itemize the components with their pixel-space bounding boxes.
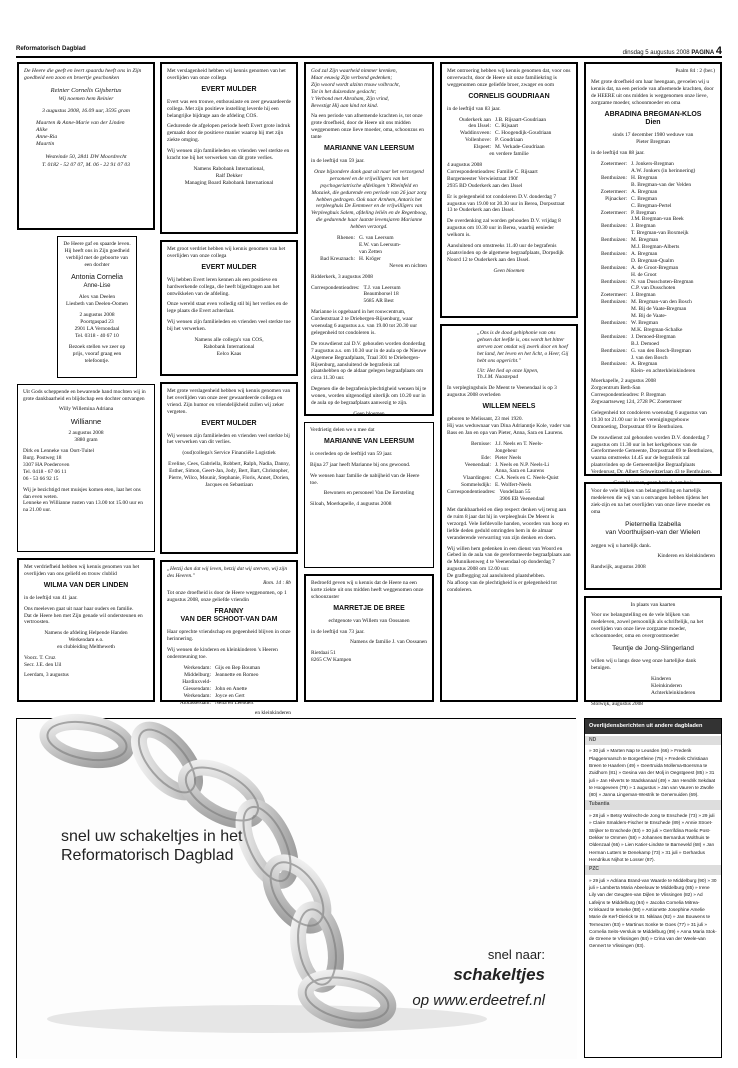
deceased-name: MARIANNE VAN LEERSUM xyxy=(323,145,415,153)
family-extra: en verdere familie xyxy=(489,151,529,158)
family-names: G. van Leersum E.W. van Leersum- van Zetten xyxy=(359,235,401,255)
body-text: Wij wensen de kinderen en kleinkinderen 's Heeren ondersteuning toe. xyxy=(167,647,278,661)
body-text: We wensen haar familie de nabijheid van de Heere toe. xyxy=(310,472,420,486)
family-names: A. Bregman D. Bregman-Qualm xyxy=(631,250,674,264)
family-row xyxy=(591,237,715,251)
family-row xyxy=(591,334,715,348)
age: in de leeftijd van 83 jaar. xyxy=(447,105,501,112)
body-text: Met dankbaarheid en diep respect denken wij terug aan de ruim 8 jaar dat hij in verpleeghuis De Meent is verzorgd. Vele liefdevolle handen, woorden van hoop en liefde deden geduld omringden hem in de almaar veranderende verwarring van zijn denken en doen. xyxy=(447,506,569,541)
intro-text: Na een periode van afnemende krachten is, tot onze grote droefheid, door de Heere uit ons midden weggenomen onze lieve moeder, oma, schoonzus en tante xyxy=(311,113,424,141)
family-place: Rhenen: xyxy=(337,235,355,242)
family-names: H. Kröger xyxy=(359,255,381,262)
family-row xyxy=(447,117,571,131)
body-text: De overdenking zal worden gehouden D.V. vrijdag 8 augustus om 10.30 uur in Berea, waarbij eenieder welkom is. xyxy=(447,218,561,239)
obituary-marianne-family xyxy=(304,62,434,416)
deceased-name: WILMA VAN DER LINDEN xyxy=(43,581,129,589)
birth-announcement-willianne xyxy=(17,384,155,552)
psalm-reference: Psalm 84 : 2 (ber.) xyxy=(675,68,715,74)
family-place: Bad Kreuznach: xyxy=(320,255,355,262)
family-names: John en Anette xyxy=(215,685,248,692)
visit-note: Bezoek stellen we zeer op prijs, vooraf graag een telefoontje. xyxy=(68,343,126,364)
body-text: Gedurende de afgelopen periode heeft Evert grote indruk gemaakt door de positieve manier waarop hij met zijn ziekte omging. xyxy=(167,123,291,144)
correspondence: Zorgcentrum Beth-San Correspondentieadres: P. Bregman Zegwaartseweg 124, 2728 PC Zoetermeer xyxy=(591,385,682,405)
signature: Kinderen en kleinkinderen xyxy=(657,553,715,560)
family-names: J. Bregman xyxy=(631,292,656,299)
obituary-cornelis xyxy=(440,62,578,318)
family-row xyxy=(311,256,427,263)
promo-cta-keyword: schakeltjes xyxy=(453,964,545,984)
full-name: Willy Willemina Adriana xyxy=(58,405,114,412)
family-names: W. Bregman M.K. Bregman-Schalke xyxy=(631,320,683,333)
family-place: Zoetermeer: xyxy=(600,292,627,299)
obituary-abradina xyxy=(584,62,722,487)
family-place: Benthuizen: xyxy=(600,299,627,306)
footer-text: Geen bloemen xyxy=(493,267,525,274)
body-text: Evert was een trouwe, enthousiaste en zeer gewaardeerde collega. Met zijn positieve instelling leverde hij een belangrijke bijdrage aan de afdeling COS. xyxy=(167,98,291,119)
footer-text: Geen bloemen, geen bezoek aan huis xyxy=(613,480,693,487)
signers: Voorz. T. Cruz Secr. J.E. den Uil xyxy=(24,655,62,669)
deceased-name: Pieternella Izabella van Voorthuijsen-van der Wielen xyxy=(605,520,701,537)
family-row xyxy=(447,462,571,476)
body-text: (oud)collega's Service Financiële Logistiek xyxy=(182,450,276,457)
footer-text: en kleinkinderen xyxy=(254,709,291,716)
family-row xyxy=(591,320,715,334)
intro-text: Met grote droefheid om haar heengaan, gevoelen wij u kennis dat, na een periode van afnemende krachten, door de HEERE uit ons midden is weggenomen onze lieve, zorgzame moeder, schoonmoeder en oma xyxy=(591,78,714,106)
family-names: J. Bregman T. Bregman-van Boxmeijk xyxy=(631,223,689,237)
family-row xyxy=(591,299,715,320)
address: Rietdaai 51 8265 CW Kampen xyxy=(311,650,352,664)
deceased-name: EVERT MULDER xyxy=(201,419,257,427)
family-row xyxy=(591,161,715,175)
sidebar-section-text: » 30 juli » Marten Nap te Leusden (66) » Frederik Plaggenmarsch te Borgertfeine (75) » Frederik Christiaan Breen te Haarlem (49) » Geertruida Mollema-Boersma te Zuidhorn (81) » Gesina van der Molj in Oegstgeest (85) » 31 juli » Jan Hilverts te Stadskanaal (49) » Jan Hendrik Sekdaat te Hoogeveen (79) » 1 augustus » Jan van Vauren te Zwolle (80) » Janna Lingeman-Westrik te Genemuiden (69). xyxy=(589,748,716,798)
family-place: Benthuizen: xyxy=(600,264,627,271)
family-names: A. de Groot-Bregman H. de Groot xyxy=(631,264,679,278)
family-names: C. Hoogendijk-Goudriaan xyxy=(495,130,552,137)
family-place: Benthuizen: xyxy=(600,333,627,340)
place-date: Leerdam, 3 augustus xyxy=(24,671,69,678)
place-date: Moerkapelle, 2 augustus 2008 xyxy=(591,378,656,385)
family-place: Elspeet: xyxy=(473,144,491,151)
signature: Namens alle collega's van COS, Rabobank International Eelco Kaas xyxy=(194,337,264,357)
thanks-text: Onze bijzondere dank gaat uit naar het verzorgend personeel en de vrijwilligers van het psychogeriatrische afdelingen 't Rheinfeld en Mozaiek, die gedurende een periode van 26 jaar zorg hebben gedragen. Ook naar Arnhem, Antaris het verpleeghuis De Eemmeer en de vrijwilligers van Verpleeghuis Salem, afdeling leliën en de Regenboog, die gedurende haar laatste levensjaren Marianne hebben verzorgd. xyxy=(311,168,427,231)
family-place: Vlaardingen: xyxy=(462,475,491,482)
family-row xyxy=(311,235,427,256)
body-text: geboren te Melissant, 23 mei 1920. Hij was weduwnaar van Dina Adrianntje Kole, vader van Bass en Jan en opa van Pieter, Anna, Sara en Laurens. xyxy=(447,416,571,436)
place-date: Stolwijk, augustus 2008 xyxy=(591,700,643,707)
intro-text: In verplegingshuis De Meent te Veenendaal is op 3 augustus 2008 overleden xyxy=(447,385,557,399)
intro-text: Verdrietig delen we u mee dat xyxy=(310,427,375,433)
bible-reference: Rom. 14 : 8b xyxy=(263,579,291,586)
family-row xyxy=(591,251,715,265)
body-text: Wij wensen zijn familieleden en vrienden veel sterkte en kracht toe bij het verwerken van dit grote verlies. xyxy=(167,148,290,162)
family-names: E. Wolfert-Neels xyxy=(495,482,532,489)
family-place: Giessendam: xyxy=(183,685,211,692)
family-names: Joyce en Gert xyxy=(215,692,245,699)
child-name: Willianne xyxy=(70,416,102,426)
obituary-wilma xyxy=(17,558,155,702)
sibling: Maartin xyxy=(36,141,55,148)
sidebar-section-text: » 29 juli » Adriana Brand-van Waarde te Middelburg (90) » 30 juli » Lamberta Maria Abeelouw te Middelburg (85) » Irene Lily van der Geugten-van Dijlen te Vlissingen (82) » Ad Lafeijns te Middelburg (84) » Jacoba Cornelia Mitrea-Krinkaard te Ierseke (88) » Antionette Josephine Amelie Marie de Kerf-Dierick te St. Niklaas (92) » Jan Bouwens te Terneuzen (83) » Martinus Sonke te Goes (77) » 31 juli » Cornelia Seits-Versluis te Middelburg (89) » Anna Maria Stok-de Greene te Vlissingen (84) » Crina van der Weele-van Gennert te Vlissingen (83). xyxy=(589,877,717,949)
header-text: In plaats van kaarten xyxy=(630,602,676,608)
signature: Kinderen Kleinkinderen Achterkleinkinderen xyxy=(651,675,696,696)
spouse-note: sinds 17 december 1980 weduwe van Pieter Bregman xyxy=(612,132,694,146)
family-names: P. Goudriaan xyxy=(495,137,523,144)
signature: Eveline, Cees, Gabriella, Robbert, Ralph, Nadia, Danny, Esther, Simon, Geert-Jan, Jody, Bert, Bart, Christopher, Pierre, Wilco, Mounir, Stephanie, Floris, Annet, Dorien, Jacques en Sebastiaan xyxy=(168,461,290,489)
signature: Namens de familie J. van Oossanen xyxy=(350,639,427,646)
promo-url-link[interactable]: op www.erdeetref.nl xyxy=(412,992,545,1010)
parents: Maarten & Anne-Marie van der Linden xyxy=(36,119,125,126)
child-name: Antonia Cornelia xyxy=(71,273,123,281)
obituary-evert-mulder-1 xyxy=(160,62,298,234)
obituary-willem-neels xyxy=(440,324,578,702)
family-names: M. Bregman-van den Bosch M. Bij de Vaate-Bregman M. Bij de Vaate- xyxy=(631,299,692,320)
obituary-evert-mulder-3 xyxy=(160,382,298,554)
body-text: Er is gelegenheid tot condoleren D.V. donderdag 7 augustus van 19.00 tot 20.30 uur in Berea, Dorpsstraat 13 te Ouderkerk aan den IJssel. xyxy=(447,193,565,214)
family-place: Middelburg: xyxy=(184,671,211,678)
family-names: Nelia en Leendert xyxy=(215,699,254,706)
deceased-name: Teuntje de Jong-Slingerland xyxy=(612,644,694,652)
body-text: willen wij u langs deze weg onze hartelijke dank betuigen. xyxy=(591,657,697,671)
date: 4 augustus 2008 xyxy=(447,162,483,169)
body-text: Wij willen hem gedenken in een dienst van Woord en Gebed in de aula van de gereformeerde begraafplaats aan de Munnikenweg 4 te Veenendaal op donderdag 7 augustus 2008 om 12.00 uur. De grafbegging zal aansluitend plaatshebben. Na afloop van de plechtigheid is er gelegenheid tot condoleren. xyxy=(447,545,571,593)
family-names: C.A. Neels en C. Neels-Quist xyxy=(495,475,559,482)
age: in de leeftijd van 41 jaar. xyxy=(24,594,78,601)
body-text: De rouwdienst zal gehouden worden D.V. donderdag 7 augustus om 11.30 uur in het kerkgebouw van de Gereformeerde Gemeente, Dorpsstraat 69 te Benthuizen, waarna omstreeks 14.45 uur de begrafenis zal plaatsvinden op de Gemeentelijke Begraafplaats Verdenrust, Dr. Albert Schweitzerlaan 43 te Benthuizen. xyxy=(591,434,714,476)
obituary-evert-mulder-2 xyxy=(160,240,298,376)
correspondence-label: Correspondentieadres: xyxy=(311,284,360,291)
family-row xyxy=(591,223,715,237)
intro-text: Met grote verslagenheid hebben wij kennis genomen van het overlijden van onze zeer gewaardeerde collega en vriend. Zijn humor en vriendelijkheid zullen wij zeker vergeten. xyxy=(167,388,291,415)
promo-cta-lead: snel naar: xyxy=(487,947,545,962)
child-name: Reinier Cornelis Gijsbertus xyxy=(50,87,122,95)
call-name: Anne-Lise xyxy=(83,282,111,289)
footer-text: Geen bloemen xyxy=(353,411,385,418)
family-place: Zoetermeer: xyxy=(600,209,627,216)
body-text: De rouwdienst zal D.V. gehouden worden donderdag 7 augustus a.s. om 10.30 uur in de aula op de Nieuwe Algemene Begraafplaats, Traal 301 te Driebergen-Rijsenburg, aansluitend de begrafenis zal plaatshebben op de aldaar gelegen begraafplaats om circa 11.30 uur. xyxy=(311,340,427,382)
family-names: Gijs en Bep Bouman xyxy=(215,665,261,672)
family-names: C. Bregman C. Bregman-Pertel xyxy=(631,195,672,209)
body-text: Haar oprechte vriendschap en gegeenheid blijven in onze herinnering. xyxy=(167,629,291,643)
thanks-pieternella xyxy=(584,482,722,590)
deceased-name: FRANNY VAN DER SCHOOT-VAN DAM xyxy=(180,607,278,624)
family-row xyxy=(591,175,715,189)
family-row xyxy=(167,686,291,693)
family-place: Zoetermeer: xyxy=(600,161,627,168)
family-row xyxy=(447,482,571,489)
body-text: Degenen die de begrafenis/plechtigheid wensen bij te wonen, worden uitgenodigd uiterlijk om 10.20 uur in de aula op de begraafplaats aanwezig te zijn. xyxy=(311,386,427,407)
bible-quote: „Hetzij dan dat wij leven, hetzij dat wij sterven, wij zijn des Heeren." xyxy=(167,566,288,579)
family-row xyxy=(167,679,291,686)
family-names: J.J. Neels en T. Neels- Jongebeur xyxy=(495,440,543,454)
family-place: Vollenhove: xyxy=(465,137,491,144)
phone: T. 0182 - 52 07 07, M. 06 - 22 91 07 03 xyxy=(42,161,130,168)
family-row xyxy=(447,137,571,144)
family-place: Werkendam: xyxy=(183,665,211,672)
sidebar-section-header: Tubantia xyxy=(585,800,721,810)
body-text: is overleden op de leeftijd van 59 jaar. xyxy=(310,450,393,457)
body-text: Gelegenheid tot condoleren woensdag 6 augustus van 19.30 tot 21.00 uur in het verenigingsgebouw Ontmoeting, Dorpsstraat 69 te Benthuizen. xyxy=(591,409,707,430)
family-extra: Neven en nichten xyxy=(389,262,427,269)
body-text: zeggen wij u hartelijk dank. xyxy=(591,542,652,549)
family-row xyxy=(167,693,291,700)
family-names: A. Bregman Klein- en achterkleinkinderen xyxy=(631,361,696,375)
intro-text: Voor uw belangstelling en de vele blijken van medeleven, zowel persoonlijk als schriftelijk, na het overlijden van onze lieve zorgzame moeder, schoonmoeder, oma en overgrootmoeder xyxy=(591,611,704,639)
correspondence-address: T.J. van Leersum Beaumborsel 18 5685 AR Best xyxy=(363,284,401,305)
family-place: Sommelsdijk: xyxy=(461,482,491,489)
intro-text: Tot onze droefheid is door de Heere weggenomen, op 1 augustus 2008, onze geliefde vriendin xyxy=(167,589,287,603)
family-place: Ede: xyxy=(481,454,491,461)
place-date: Randwijk, augustus 2008 xyxy=(591,564,646,571)
intro-text: Met verdriefheid hebben wij kennis genomen van het overlijden van ons geliefd en trouw clublid xyxy=(24,564,140,577)
quote-reference: Uit: Het lied op onze lippen, Th.J.M. Naastepad xyxy=(477,367,539,381)
correspondence-label: Correspondentieadres: xyxy=(447,489,496,496)
family-names: P. Bregman J.M. Bregman-van Beek xyxy=(631,209,684,223)
family-names: N. van Dusschoten-Bregman C.P. van Dusschoten xyxy=(631,278,694,292)
deceased-name: WILLEM NEELS xyxy=(482,403,536,411)
family-place: Benthuizen: xyxy=(600,223,627,230)
page-number: 4 xyxy=(715,45,722,57)
page-header xyxy=(16,46,722,58)
correspondence: Correspondentieadres: Familie C. Rijsaart Burgemeester Verwieistraat 190f 2935 BD Ouderkerk aan den IJssel xyxy=(447,168,538,189)
spouse-note: echtgenote van Willem van Oossanen xyxy=(328,617,410,624)
deceased-name: ABRADINA BREGMAN-KLOS Dien xyxy=(604,110,702,127)
family-list xyxy=(311,235,427,263)
family-row xyxy=(591,265,715,279)
sidebar-section-text: » 28 juli » Betsy Wolrecht-de Jong te Enschede (73) » 29 juli » Claire Smalders-Fischer te Enschede (89) » Annie Stroet-Strijker te Enschede (83) » 30 juli » Gerrifdina Roelic Post-Dekker te Ommen (58) » Johannes Bernardus Wolthuis te Oldenzaal (66) » Lien Katier-Lindste te Barneveld (68) » Jan Herman Lutters te Denekamp (73) » 31 juli » Gerhardus Hendrikus Nijhot te Losser (87). xyxy=(589,813,715,862)
family-place: Benthuizen: xyxy=(600,347,627,354)
family-place: Benthuizen: xyxy=(600,278,627,285)
body-text: Onze wereld staat even volledig stil bij het verlies en de lege plaats die Evert achterlaat. xyxy=(167,301,288,315)
family-row xyxy=(591,292,715,299)
deceased-name: EVERT MULDER xyxy=(201,85,257,93)
family-row xyxy=(167,665,291,672)
family-names: G. van den Bosch-Bregman J. van den Bosch xyxy=(631,347,691,361)
body-text: Wij hebben Evert leren kennen als een positieve en hardwerkende collega, die heeft bijgedragen aan het ontwikkelen van de afdeling. xyxy=(167,276,280,297)
sidebar-section-header: ND xyxy=(585,736,721,746)
correspondence xyxy=(311,285,427,306)
family-row xyxy=(591,279,715,293)
family-names: J. Demoed-Bregman B.J. Demoed xyxy=(631,333,676,347)
intro-text: Met ontroering hebben wij kennis genomen dat, voor ons onverwacht, door de Heere uit onze familiekring is weggenomen onze geliefde broer, zwager en oom xyxy=(447,68,571,88)
signature: Bewoners en personeel Van De Eersteling xyxy=(323,490,415,497)
family-place: Hardinxveld- xyxy=(182,678,211,685)
family-names: M. Bregman M.J. Bregman-Alberts xyxy=(631,237,680,251)
age: in de leeftijd van 88 jaar. xyxy=(591,150,645,157)
birth-details: 2 augustus 2008 Poortgaspad 23 2901 LA Vernondaal Tel. 0318 - 40 67 10 xyxy=(74,312,120,339)
family-names: Pieter Neels xyxy=(495,454,522,461)
family-place: Benthuizen: xyxy=(600,250,627,257)
verse: God zal Zijn waarheid nimmer krenken, Maar eeuwig Zijn verbond gedenken; Zijn woord wordt alzinn trouw volbracht, Tot in het duizendste geslacht; 't Verbond met Abraham, Zijn vrind, Bevestigt Hij aan kind tot kind. xyxy=(311,68,400,109)
family-row xyxy=(591,196,715,210)
family-names: H. Bregman B. Bregman-van der Velden xyxy=(631,174,692,188)
family-place: Zoetermeer: xyxy=(600,188,627,195)
family-row xyxy=(591,189,715,196)
birth-announcement-reinier xyxy=(17,62,155,230)
deceased-name: EVERT MULDER xyxy=(201,263,257,271)
intro-text: Met groot verdriet hebben wij kennis genomen van het overlijden van onze collega xyxy=(167,246,286,259)
family-place: Alblasserdam: xyxy=(179,699,211,706)
call-name: Wij noemen hem Reinier xyxy=(58,95,114,102)
body-text: Ons meeleven gaat uit naar haar ouders en familie. Dat de Heere hen met Zijn genade wil ondersteunen en vertroosten. xyxy=(24,605,143,626)
family-row xyxy=(591,348,715,362)
page-label: PAGINA xyxy=(691,50,715,56)
intro-text: De Heere gaf en spaarde leven. Hij heeft ons in Zijn goedheid verblijd met de geboorte van een dochter xyxy=(63,241,131,268)
sidebar-section-header: PZC xyxy=(585,865,721,875)
intro-text: Voor de vele blijken van belangstelling en hartelijk medeleven die wij van u ontvangen hebben tijdens het ziek-zijn en na het overlijden van onze lieve moeder en oma xyxy=(591,488,711,515)
intro-text: Met verslagenheid hebben wij kennis genomen van het overlijden van onze collega xyxy=(167,68,286,81)
age: in de leeftijd van 73 jaar. xyxy=(311,628,365,635)
family-place: Werkendam: xyxy=(183,692,211,699)
family-place: Benthuizen: xyxy=(600,320,627,326)
family-names: A. Bregman xyxy=(631,188,658,195)
promo-cta xyxy=(412,947,545,1011)
deceased-name: MARIANNE VAN LEERSUM xyxy=(323,437,415,445)
promo-headline xyxy=(61,827,242,865)
address: Westeinde 50, 2841 DW Moordrecht xyxy=(45,154,127,161)
family-place: Veenendaal: xyxy=(464,461,491,468)
family-address: Dirk en Lenneke van Oort-Tuitel Burg. Postweg 18 3307 HA Poederoven Tel. 0418 - 67 06 11 06 - 53 66 92 15 xyxy=(23,448,95,482)
family-names: Jeannette en Romeo xyxy=(215,671,259,678)
family-row xyxy=(447,130,571,137)
family-row xyxy=(447,455,571,462)
handwritten-intro: De Heere die geeft en leert spaardu heeft ons in Zijn goedheid een zoon en broertje geschonken xyxy=(24,68,142,82)
sidebar-sections xyxy=(585,736,721,950)
family-place: Benthuizen: xyxy=(600,361,627,368)
family-names: J. Neels en N.P. Neels-Li Anna, Sara en Laurens xyxy=(495,461,550,475)
body-text: Wij wensen zijn familieleden en vrienden veel sterkte bij het verwerken van dit verlies. xyxy=(167,432,290,446)
birth-details: 2 augustus 2008 3880 gram xyxy=(68,430,104,444)
family-place: Benthuizen: xyxy=(600,174,627,181)
deceased-name: MARRETJE DE BREE xyxy=(333,604,405,612)
family-list xyxy=(447,117,571,152)
sibling: Anne-Ria xyxy=(36,134,58,141)
thanks-teuntje xyxy=(584,596,722,707)
intro-text: Uit Gods scheppende en bewarende hand mochten wij in grote dankbaarheid en blijdschap een dochter ontvangen xyxy=(23,389,146,402)
family-place: Benthuizen: xyxy=(600,237,627,244)
family-list xyxy=(167,665,291,706)
promo-line: snel uw schakeltjes in het xyxy=(61,828,243,845)
family-list xyxy=(591,161,715,375)
family-row xyxy=(447,441,571,455)
age: in de leeftijd van 59 jaar. xyxy=(311,158,365,165)
obituary-marianne-residence xyxy=(304,422,434,568)
family-row xyxy=(591,210,715,224)
sidebar-title: Overlijdensberichten uit andere dagbladen xyxy=(585,719,721,734)
family-place: Ouderkerk aan den IJssel: xyxy=(459,116,491,130)
body-text: Wij wensen zijn familieleden en vrienden veel sterkte toe bij het verwerken. xyxy=(167,319,291,333)
correspondence-address: Vondellaan 55 3906 EB Veenendaal xyxy=(499,489,545,503)
family-place: Pijnacker: xyxy=(605,195,627,202)
obituary-marretje xyxy=(304,574,434,702)
intro-text: Bedroefd geven wij u kennis dat de Heere na een korte ziekte uit ons midden heeft weggenomen onze schoonzuster xyxy=(311,580,424,600)
newspaper-name: Reformatorisch Dagblad xyxy=(16,46,86,52)
promo-line: Reformatorisch Dagblad xyxy=(61,847,234,865)
signature: Namens Rabobank International, Ralf Dekker Managing Board Rabobank International xyxy=(184,166,274,186)
birth-announcement-antonia xyxy=(57,236,137,378)
body-text: Aansluitend om omstreeks 11.40 uur de begrafenis plaatsvinden op de algemene begraafplaats, Dorpsdijk Noord 12 te Ouderkerk aan den IJssel. xyxy=(447,243,564,263)
body-text: Marianne is opgebaard in het rouwcentrum, Cordeststraat 2 te Driebergen-Rijsenburg, waar woensdag 6 augustus a.s. van 19.00 tot 20.30 uur gelegenheid tot condoleren is. xyxy=(311,309,418,336)
schakeltjes-promo-ad[interactable] xyxy=(16,718,576,1058)
family-names: M. Verkade-Goudriaan xyxy=(495,144,545,151)
place-date: Siloah, Moerkapelle, 4 augustus 2008 xyxy=(310,501,392,508)
parents: Alex van Deelen Liesbeth van Deelen-Oomen xyxy=(66,294,128,308)
issue-date: dinsdag 5 augustus 2008 xyxy=(622,50,690,56)
family-row xyxy=(167,700,291,707)
page-info xyxy=(623,44,722,58)
family-row xyxy=(167,672,291,679)
family-list xyxy=(447,441,571,489)
other-papers-obituaries xyxy=(584,718,722,1058)
family-place: Bernisse: xyxy=(470,440,491,447)
family-names: J. Jonkers-Bregman A.W. Jonkers (in herinnering) xyxy=(631,161,696,175)
obituary-franny xyxy=(160,560,298,716)
place-date: Ridderkerk, 3 augustus 2008 xyxy=(311,273,373,280)
visit-note: Wij je bezichtigd met muisjes komen eten, laat het ons dan even weten. Lenneke en Willianne rusten van 13.00 tot 15.00 uur en na 21.00 uur. xyxy=(23,486,143,514)
family-place: Waddinxveen: xyxy=(459,130,491,137)
poem-quote: „Ons is de dood gebiphonie van ons gehsen dat leefde is, ons wordt het bitter sterven zoet omdat wij zwerk door en hoef het land, het leven en het licht, o Heer, Gij hebt ons opgericht." xyxy=(477,330,569,364)
body-text: Bijna 27 jaar heeft Marianne bij ons gewoond. xyxy=(310,461,411,468)
birth-details: 3 augustus 2008, 16.09 uur, 3595 gram xyxy=(42,107,130,114)
family-row xyxy=(591,361,715,375)
family-names: J.B. Rijsaart-Goudriaan C. Rijsaart xyxy=(495,116,547,130)
deceased-name: CORNELIS GOUDRIAAN xyxy=(468,92,550,100)
sibling: Alike xyxy=(36,126,48,133)
correspondence xyxy=(447,489,571,503)
signature: Namens de afdeling Helpende Handen Werkendam e.o. en clubleiding Meltheweth xyxy=(44,630,128,651)
